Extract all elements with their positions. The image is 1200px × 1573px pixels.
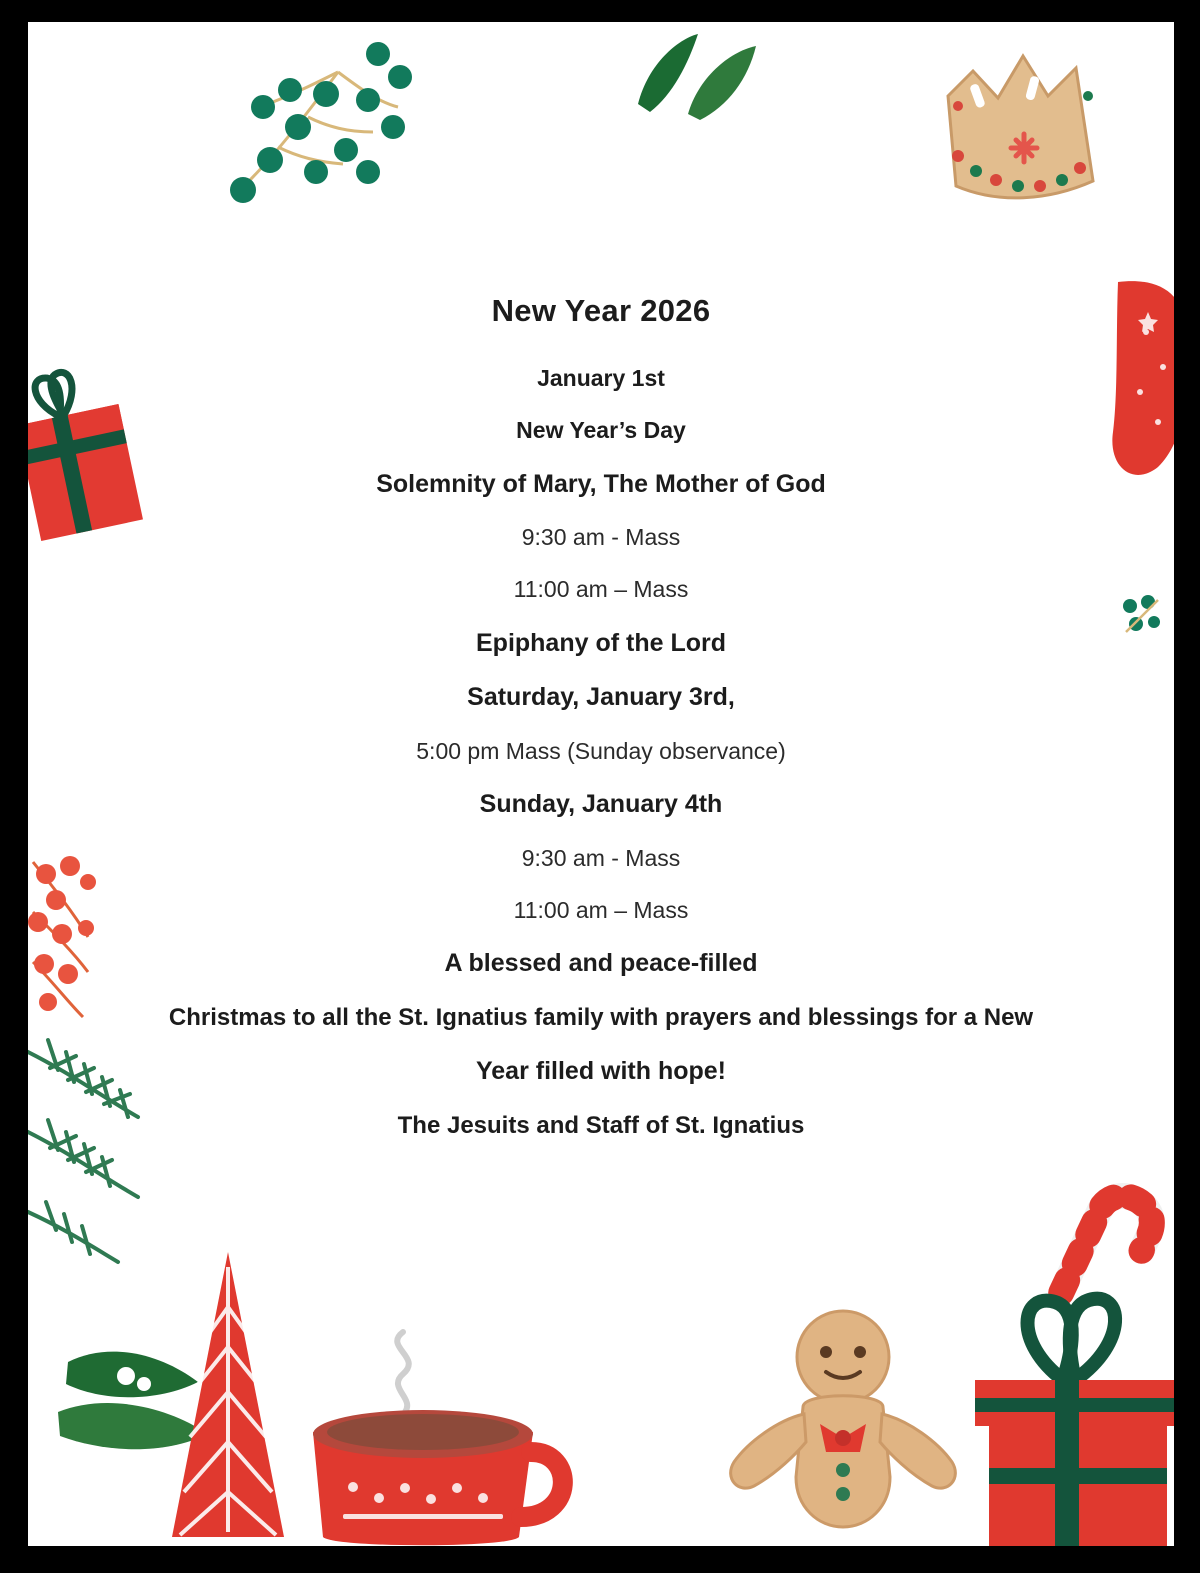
line-sunday-jan4: Sunday, January 4th xyxy=(479,790,723,819)
line-new-years-day: New Year’s Day xyxy=(516,417,686,444)
gingerbread-crown-icon xyxy=(928,36,1118,216)
line-mass-500-jan3: 5:00 pm Mass (Sunday observance) xyxy=(416,737,786,764)
line-blessing-3: Year filled with hope! xyxy=(475,1057,727,1086)
line-date-jan1: January 1st xyxy=(537,365,665,392)
page-title: New Year 2026 xyxy=(491,293,711,328)
line-epiphany-heading: Epiphany of the Lord xyxy=(476,628,726,657)
line-mass-1100-jan1: 11:00 am – Mass xyxy=(513,576,689,603)
gift-box-bottom-icon xyxy=(963,1272,1174,1546)
line-solemnity-of-mary: Solemnity of Mary, The Mother of God xyxy=(376,469,826,498)
line-mass-930-jan1: 9:30 am - Mass xyxy=(521,524,681,551)
line-saturday-jan3: Saturday, January 3rd, xyxy=(467,683,735,712)
flyer-page xyxy=(28,22,1174,1546)
gingerbread-man-icon xyxy=(708,1302,978,1546)
christmas-tree-icon xyxy=(158,1247,298,1546)
cocoa-mug-icon xyxy=(283,1312,573,1546)
line-signature: The Jesuits and Staff of St. Ignatius xyxy=(397,1111,805,1139)
flyer-text-block xyxy=(28,294,1174,1139)
holly-leaf-icon xyxy=(628,34,768,124)
line-mass-1100-jan4: 11:00 am – Mass xyxy=(513,896,689,923)
line-blessing-1: A blessed and peace-filled xyxy=(444,949,758,978)
berry-sprig-icon xyxy=(218,32,438,212)
line-mass-930-jan4: 9:30 am - Mass xyxy=(521,844,681,871)
line-blessing-2: Christmas to all the St. Ignatius family with prayers and blessings for a New xyxy=(168,1003,1034,1031)
